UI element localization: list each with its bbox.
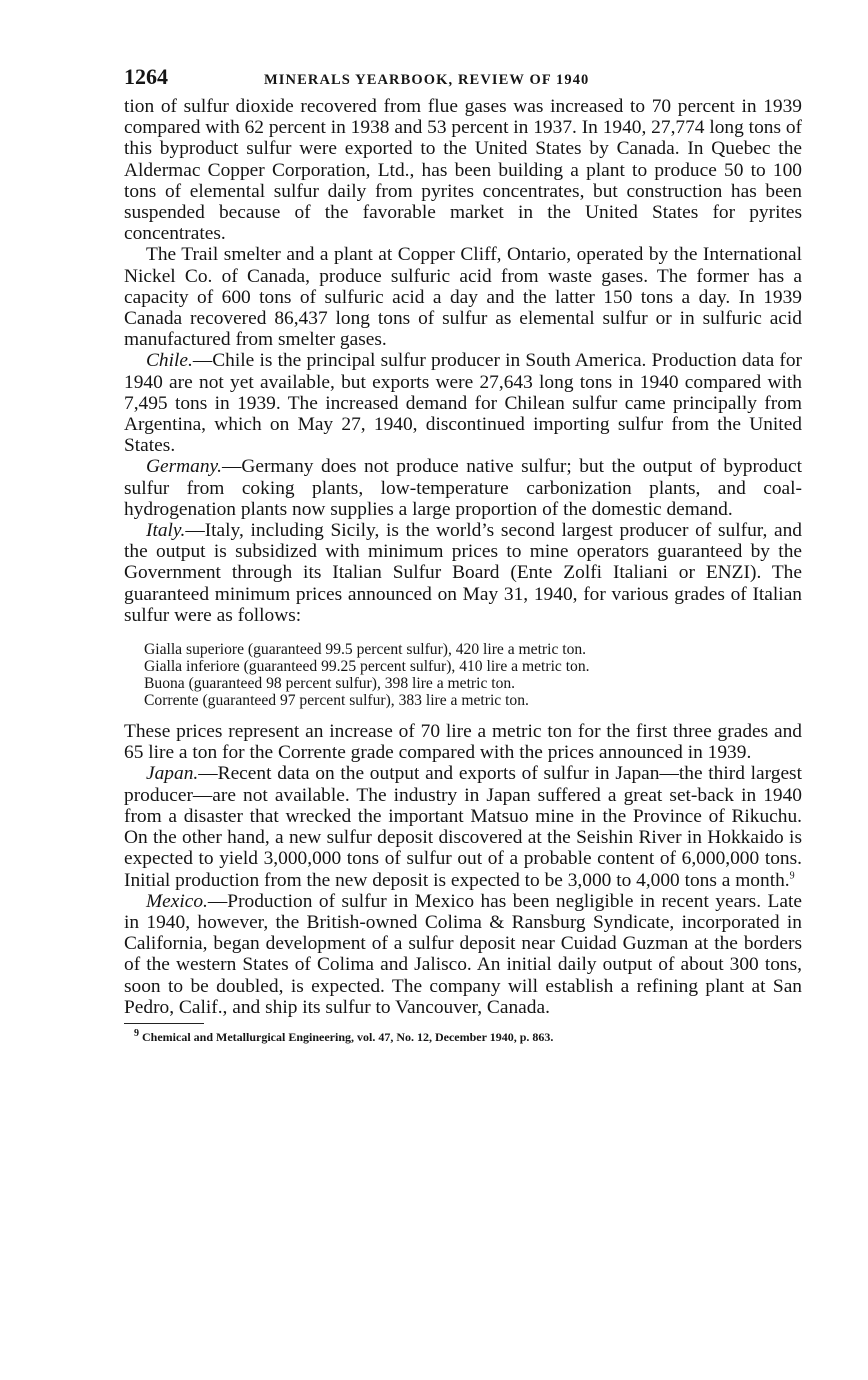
paragraph-canada-continued: tion of sulfur dioxide recovered from flue gases was increased to 70 percent in 1939 compared with 62 percent in 1938 and 53 percent in 1937. In 1940, 27,774 long tons of this byproduct sulfur were exported to the United States by Canada. In Quebec the Aldermac Copper Corporation, Ltd., has been building a plant to produce 50 to 100 tons of elemental sulfur daily from pyrites concentrates, but construction has been suspended because of the favorable market in the United States for pyrites concentrates. xyxy=(124,96,802,245)
list-item: Corrente (guaranteed 97 percent sulfur), 383 lire a metric ton. xyxy=(144,692,529,710)
list-item: Gialla superiore (guaranteed 99.5 percent sulfur), 420 lire a metric ton. xyxy=(144,641,587,659)
footnote-text: Chemical and Metallurgical Engineering, vol. 47, No. 12, December 1940, p. 863. xyxy=(142,1029,554,1044)
paragraph-mexico xyxy=(124,891,802,1018)
paragraph-chile xyxy=(124,350,802,456)
paragraph-trail-smelter: The Trail smelter and a plant at Copper Cliff, Ontario, operated by the International Nickel Co. of Canada, produce sulfuric acid from waste gases. The former has a capacity of 600 tons of sulfuric acid a day and the latter 150 tons a day. In 1939 Canada recovered 86,437 long tons of sulfur as elemental sulfur or in sulfuric acid manufactured from smelter gases. xyxy=(124,244,802,351)
paragraph-japan xyxy=(124,763,802,890)
list-item: Buona (guaranteed 98 percent sulfur), 398 lire a metric ton. xyxy=(144,675,516,693)
section-lead-japan: Japan. xyxy=(146,763,199,785)
paragraph-italy-text: —Italy, including Sicily, is the world’s second largest producer of sulfur, and the output is subsidized with minimum prices to mine operators guaranteed by the Government through its Italian Sulfur Board (Ente Zolfi Italiani or ENZI). The guaranteed minimum prices announced on May 31, 1940, for various grades of Italian sulfur were as follows: xyxy=(124,520,802,626)
paragraph-price-increase: These prices represent an increase of 70 lire a metric ton for the first three grades and 65 lire a ton for the Corrente grade compared with the prices announced in 1939. xyxy=(124,721,802,764)
body-text xyxy=(124,96,802,1018)
paragraph-germany xyxy=(124,456,802,520)
paragraph-chile-text: —Chile is the principal sulfur producer in South America. Production data for 1940 are not yet available, but exports were 27,643 long tons in 1940 compared with 7,495 tons in 1939. The increased demand for Chilean sulfur came principally from Argentina, which on May 27, 1940, discontinued importing sulfur from the United States. xyxy=(124,350,802,457)
page-number: 1264 xyxy=(124,64,168,89)
paragraph-japan-text: —Recent data on the output and exports of sulfur in Japan—the third largest producer—are not available. The industry in Japan suffered a great set-back in 1940 from a disaster that wrecked the important Matsuo mine in the Province of Rikuchu. On the other hand, a new sulfur deposit discovered at the Seishin River in Hokkaido is expected to yield 3,000,000 tons of sulfur out of a probable content of 6,000,000 tons. Initial production from the new deposit is expected to be 3,000 to 4,000 tons a month. xyxy=(124,763,802,891)
italian-sulfur-price-list xyxy=(144,641,802,709)
list-item: Gialla inferiore (guaranteed 99.25 percent sulfur), 410 lire a metric ton. xyxy=(144,658,590,676)
section-lead-chile: Chile. xyxy=(146,350,193,372)
footnote-divider xyxy=(124,1023,204,1024)
section-lead-germany: Germany. xyxy=(146,456,222,478)
footnote-reference: 9 xyxy=(789,870,795,882)
section-lead-italy: Italy. xyxy=(146,520,186,542)
section-lead-mexico: Mexico. xyxy=(146,890,208,912)
paragraph-italy xyxy=(124,520,802,626)
footnote-marker: 9 xyxy=(134,1027,139,1039)
running-title: MINERALS YEARBOOK, REVIEW OF 1940 xyxy=(264,72,590,88)
paragraph-germany-text: —Germany does not produce native sulfur; but the output of byproduct sulfur from coking plants, low-temperature carbonization plants, and coal-hydrogenation plants now supplies a large proportion of the domestic demand. xyxy=(124,456,802,520)
footnote xyxy=(124,1027,802,1044)
running-header xyxy=(124,62,802,96)
document-page xyxy=(124,62,802,1044)
paragraph-mexico-text: —Production of sulfur in Mexico has been negligible in recent years. Late in 1940, however, the British-owned Colima & Ransburg Syndicate, incorporated in California, began development of a sulfur deposit near Cuidad Guzman at the borders of the western States of Colima and Jalisco. An initial daily output of about 300 tons, soon to be doubled, is expected. The company will establish a refining plant at San Pedro, Calif., and ship its sulfur to Vancouver, Canada. xyxy=(124,890,802,1018)
